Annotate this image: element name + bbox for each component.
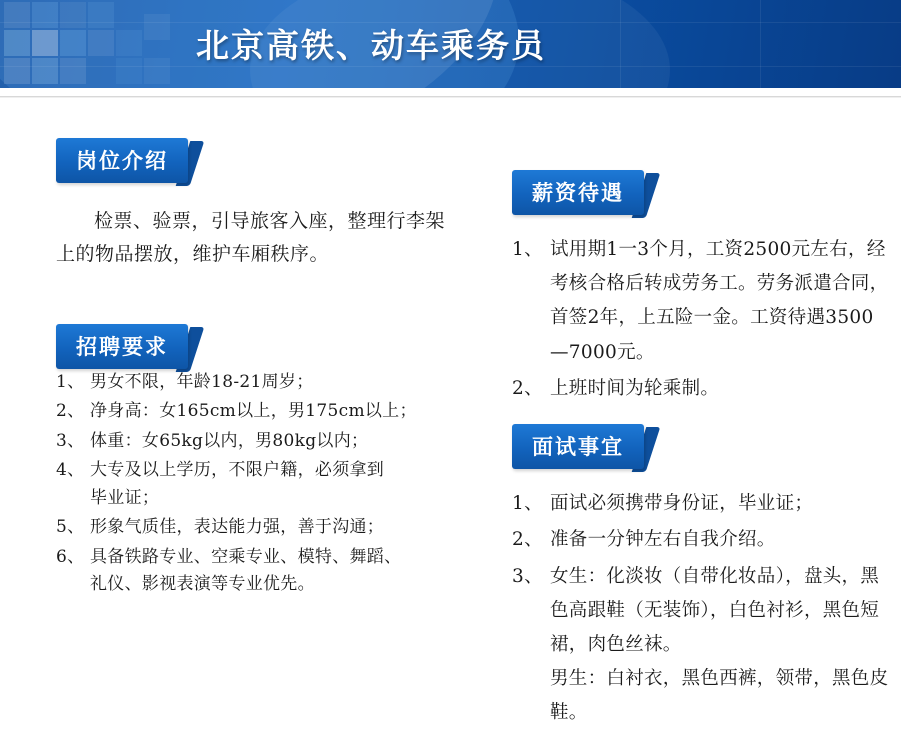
list-item (56, 398, 446, 426)
banner-gridline (760, 0, 761, 88)
list-item (56, 369, 446, 397)
list-item-text: 女生：化淡妆（自带化妆品），盘头，黑色高跟鞋（无装饰），白色衬衫，黑色短裙，肉色丝袜。 (550, 565, 880, 655)
section-heading-salary (512, 170, 892, 215)
list-item-number: 2、 (512, 529, 543, 551)
list-item-text: 形象气质佳，表达能力强，善于沟通； (90, 517, 385, 538)
banner-pixel-mosaic (0, 0, 200, 88)
list-item-text-cont: 男生：白衬衣，黑色西裤，领带，黑色皮鞋。 (550, 668, 889, 724)
page-title: 北京高铁、动车乘务员 (196, 26, 546, 65)
list-item-text: 体重：女65kg以内，男80kg以内； (90, 430, 369, 451)
requirements-list (56, 369, 446, 599)
salary-list (512, 233, 892, 406)
list-item-text: 面试必须携带身份证，毕业证； (550, 493, 814, 515)
section-tag-label: 面试事宜 (512, 424, 644, 469)
section-tag-label: 薪资待遇 (512, 170, 644, 215)
section-heading-job-intro (56, 138, 446, 183)
list-item-text: 试用期1一3个月，工资2500元左右，经考核合格后转成劳务工。劳务派遣合同，首签2年，上五险一金。工资待遇3500—7000元。 (550, 239, 889, 363)
list-item-text: 男女不限，年龄18-21周岁； (90, 371, 314, 392)
list-item (512, 372, 892, 406)
section-heading-interview (512, 424, 892, 469)
list-item (512, 487, 892, 521)
banner-gridline (620, 0, 621, 88)
list-item-number: 1、 (512, 493, 543, 515)
list-item-text-cont: 毕业证； (90, 487, 160, 508)
list-item-number: 1、 (56, 371, 85, 392)
job-intro-paragraph: 检票、验票，引导旅客入座，整理行李架上的物品摆放，维护车厢秩序。 (56, 210, 446, 266)
page-content (0, 98, 901, 747)
list-item-number: 1、 (512, 239, 543, 260)
list-item-number: 2、 (512, 377, 543, 399)
list-item (56, 428, 446, 456)
list-item-number: 3、 (512, 565, 543, 587)
list-item-text: 净身高：女165cm以上，男175cm以上； (90, 401, 417, 422)
right-column (512, 98, 892, 733)
list-item-text: 大专及以上学历，不限户籍，必须拿到 (90, 460, 385, 481)
interview-list (512, 487, 892, 731)
list-item-text: 上班时间为轮乘制。 (550, 377, 720, 399)
list-item-number: 5、 (56, 517, 85, 538)
list-item-text: 具备铁路专业、空乘专业、模特、舞蹈、 (90, 546, 402, 567)
section-heading-requirements (56, 324, 446, 369)
section-tag-label: 招聘要求 (56, 324, 188, 369)
list-item (512, 233, 892, 370)
page-banner (0, 0, 901, 88)
list-item-number: 6、 (56, 546, 85, 567)
left-column (56, 98, 446, 601)
section-tag-label: 岗位介绍 (56, 138, 188, 183)
list-item (56, 514, 446, 542)
list-item-number: 4、 (56, 460, 85, 481)
list-item (56, 457, 446, 512)
list-item (56, 544, 446, 599)
list-item-text: 准备一分钟左右自我介绍。 (550, 529, 776, 551)
list-item-number: 3、 (56, 430, 85, 451)
list-item (512, 560, 892, 731)
list-item-number: 2、 (56, 401, 85, 422)
list-item (512, 523, 892, 557)
list-item-text-cont: 礼仪、影视表演等专业优先。 (90, 574, 315, 595)
